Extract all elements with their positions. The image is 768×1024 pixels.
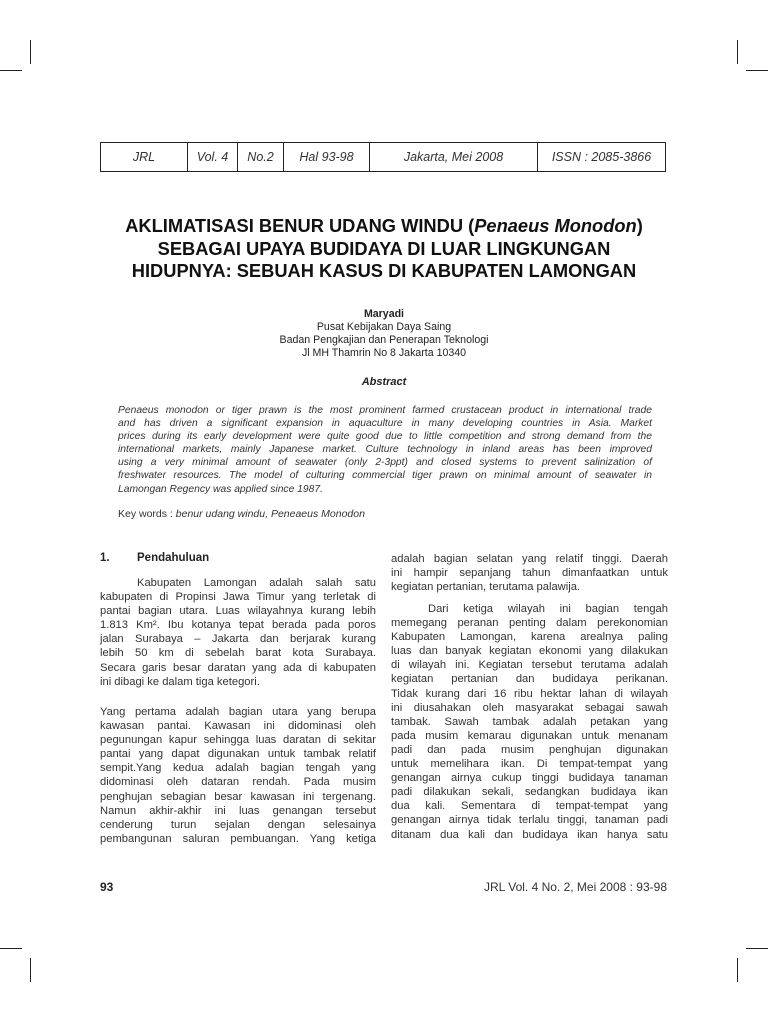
abstract-line: using a very minimal amount of seawater (only 2-3ppt) and closed systems to prevent salinization of (118, 457, 652, 469)
abstract-line: freshwater resources. The model of culturing commercial tiger prawn on minimal amount of seawater in (118, 470, 652, 482)
abstract-line: prices during its early development were quite good due to little competition and strong demand from the (118, 431, 652, 443)
abstract-heading: Abstract (361, 376, 407, 388)
body-line: Dari ketiga wilayah ini bagian tengah (428, 603, 668, 615)
keywords (118, 508, 365, 520)
body-line: 1.813 Km². Ibu kotanya tepat berada pada poros (100, 619, 376, 632)
section-title: Pendahuluan (137, 552, 210, 564)
body-line: dua kali. Sementara di tempat-tempat yang (391, 800, 668, 813)
journal-name-cell: JRL (101, 143, 188, 171)
title-line-1-prefix: AKLIMATISASI BENUR UDANG WINDU ( (125, 215, 475, 236)
body-line: genangan airnya cukup tinggi budidaya tanaman (391, 772, 668, 785)
title-line-1-suffix: ) (636, 215, 643, 236)
page-number: 93 (100, 880, 114, 894)
title-line-3: HIDUPNYA: SEBUAH KASUS DI KABUPATEN LAMONGAN (131, 260, 637, 281)
body-line: penghujan sebagian besar kawasan ini tergenang. (100, 790, 376, 803)
right-column-paragraph-1 (391, 552, 668, 594)
body-line: jalan Surabaya – Jakarta dan berjarak kurang (100, 633, 376, 646)
body-line: pembangunan saluran pembuangan. Yang ketiga (100, 832, 376, 845)
pages-cell: Hal 93-98 (284, 143, 370, 171)
body-line: Secara garis besar daratan yang ada di kabupaten (100, 661, 376, 674)
body-line: ini diusahakan oleh masyarakat sebagai sawah (391, 701, 668, 714)
affiliation-line: Badan Pengkajian dan Penerapan Teknologi (279, 334, 489, 346)
keywords-value: benur udang windu, Peneaeus Monodon (175, 508, 365, 520)
journal-reference: JRL Vol. 4 No. 2, Mei 2008 : 93-98 (484, 880, 667, 894)
body-line: padi dilakukan sekali, sedangkan budidaya ikan (391, 786, 668, 799)
author-block (160, 308, 608, 360)
body-line: tambak. Sawah tambak adalah petakan yang (391, 715, 668, 728)
journal-header-table (100, 142, 666, 172)
body-line: Tidak kurang dari 16 ribu hektar lahan di wilayah (391, 687, 668, 700)
section-heading (100, 552, 209, 564)
body-line: ditanam dua kali dan budidaya ikan hanya satu (391, 828, 668, 841)
body-line: ini dibagi ke dalam tiga ketegori. (100, 675, 260, 688)
abstract-line: international markets, mainly Japanese market. Culture technology in inland areas has been improved (118, 444, 652, 456)
affiliation-line: Pusat Kebijakan Daya Saing (316, 321, 452, 333)
crop-mark-top-right-h (746, 70, 768, 71)
crop-mark-bottom-right-h (746, 948, 768, 949)
abstract-line: and has driven a significant expansion in aquaculture in many developing countries in Asia. Market (118, 418, 652, 430)
body-line: cenderung turun sejalan dengan selesainya (100, 818, 376, 831)
number-cell: No.2 (238, 143, 284, 171)
body-line: Kabupaten Lamongan adalah salah satu (137, 577, 376, 589)
body-line: pantai yang dapat digunakan untuk tambak relatif (100, 748, 376, 761)
body-line: kegiatan pertanian dan budidaya perikanan. (391, 673, 668, 686)
body-line: kawasan pantai. Kawasan ini didominasi oleh (100, 720, 376, 733)
body-line: didominasi oleh dataran rendah. Pada musim (100, 776, 376, 789)
body-line: ini hampir sepanjang tahun dimanfaatkan untuk (391, 567, 668, 580)
body-line: untuk memelihara ikan. Di tempat-tempat yang (391, 758, 668, 771)
crop-mark-top-right-v (737, 40, 738, 64)
right-column-paragraph-2 (391, 602, 668, 842)
keywords-label: Key words : (118, 508, 176, 520)
title-species-name: Penaeus Monodon (474, 215, 637, 236)
body-line: pegunungan kapur sehingga luas daratan di sekitar (100, 734, 376, 747)
body-line: pada musim kemarau digunakan untuk menanam (391, 729, 668, 742)
left-column-paragraph-1 (100, 576, 376, 689)
issn-cell: ISSN : 2085-3866 (551, 150, 652, 164)
crop-mark-bottom-left-h (0, 948, 22, 949)
body-line: luas dan banyak kegiatan ekonomi yang dilakukan (391, 645, 668, 658)
abstract-line: Lamongan Regency was applied since 1987. (118, 483, 323, 495)
place-date-cell: Jakarta, Mei 2008 (370, 143, 538, 171)
abstract-body (118, 404, 652, 496)
article-title (60, 215, 708, 283)
left-column-paragraph-2 (100, 705, 376, 846)
body-line: Yang pertama adalah bagian utara yang berupa (100, 706, 376, 718)
crop-mark-top-left-h (0, 70, 22, 71)
affiliation-line: Jl MH Thamrin No 8 Jakarta 10340 (301, 347, 467, 359)
body-line: adalah bagian selatan yang relatif tinggi. Daerah (391, 553, 668, 565)
volume-cell: Vol. 4 (188, 143, 238, 171)
body-line: padi dan pada musim penghujan digunakan (391, 743, 668, 756)
crop-mark-bottom-left-v (30, 958, 31, 982)
body-line: kabupaten di Propinsi Jawa Timur yang terletak di (100, 591, 376, 604)
body-line: di wilayah ini. Kegiatan tersebut terutama adalah (391, 659, 668, 672)
crop-mark-top-left-v (30, 40, 31, 64)
author-name: Maryadi (363, 308, 405, 320)
body-line: genangan airnya tidak terlalu tinggi, tanaman padi (391, 814, 668, 827)
body-line: Namun akhir-akhir ini luas genangan tersebut (100, 804, 376, 817)
body-line: pantai bagian utara. Luas wilayahnya kurang lebih (100, 605, 376, 618)
title-line-2: SEBAGAI UPAYA BUDIDAYA DI LUAR LINGKUNGAN (157, 237, 611, 259)
abstract-line: Penaeus monodon or tiger prawn is the most prominent farmed crustacean product in international trade (118, 405, 652, 416)
title-line-1 (60, 215, 708, 238)
body-line: Kabupaten Lamongan, karena arealnya paling (391, 631, 668, 644)
body-line: memegang peranan penting dalam perekonomian (391, 617, 668, 630)
section-number: 1. (100, 552, 110, 564)
crop-mark-bottom-right-v (737, 958, 738, 982)
body-line: kegiatan pertanian, terutama palawija. (391, 581, 581, 594)
body-line: lebih 50 km di sebelah barat kota Surabaya. (100, 647, 376, 660)
body-line: sempit.Yang kedua adalah bagian tengah yang (100, 762, 376, 775)
